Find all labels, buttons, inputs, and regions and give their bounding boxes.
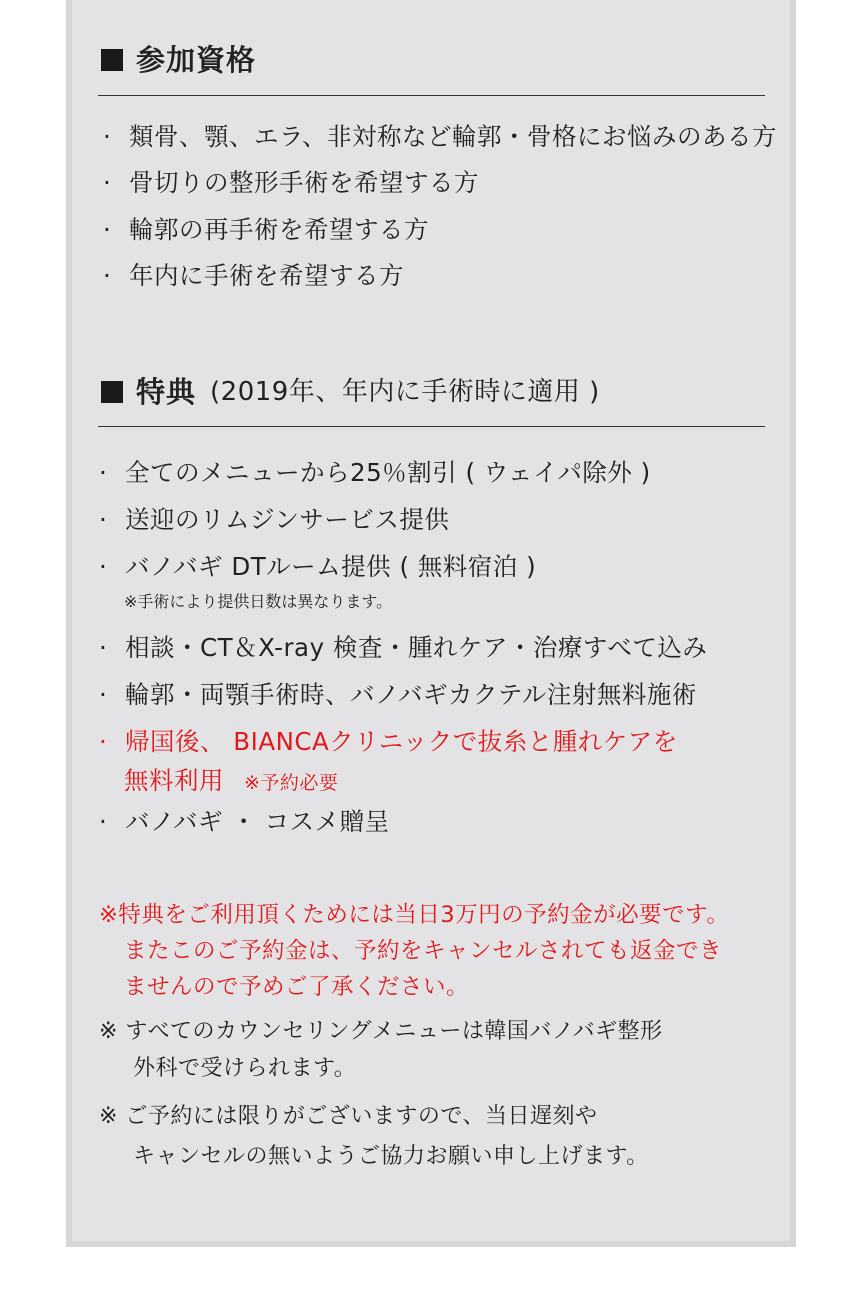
bullet-dot-icon: · [103,168,112,197]
list-item: · 輪郭・両顎手術時、バノバギカクテル注射無料施術 [99,680,697,709]
list-item-highlight-line2 [124,765,338,799]
reservation-note-line: ※ ご予約には限りがございますので、当日遅刻や [99,1104,598,1129]
bullet-dot-icon: · [99,807,108,836]
section-subtitle: (2019年、年内に手術時に適用 ) [210,377,600,407]
bullet-dot-icon: · [99,727,108,756]
bullet-dot-icon: · [99,458,108,487]
section-heading-benefits [101,374,600,410]
divider [98,426,765,427]
list-item: · 類骨、顎、エラ、非対称など輪郭・骨格にお悩みのある方 [103,122,778,151]
bullet-dot-icon: · [103,215,112,244]
bullet-dot-icon: · [99,680,108,709]
deposit-note-line: またこのご予約金は、予約をキャンセルされても返金でき [124,938,723,964]
section-title: 参加資格 [136,43,257,77]
list-item: · 輪郭の再手術を希望する方 [103,215,429,244]
list-item: · 骨切りの整形手術を希望する方 [103,168,479,197]
deposit-note-line: ※特典をご利用頂くためには当日3万円の予約金が必要です。 [99,902,730,928]
dt-room-note: ※手術により提供日数は異なります。 [124,592,393,611]
deposit-note-line: ませんので予めご了承ください。 [124,974,470,1000]
list-item: · 全てのメニューから25％割引 ( ウェイパ除外 ) [99,458,651,487]
reservation-note-line: キャンセルの無いようご協力お願い申し上げます。 [133,1144,649,1169]
square-bullet-icon [101,49,123,71]
list-item: · 年内に手術を希望する方 [103,261,404,290]
list-item: · 送迎のリムジンサービス提供 [99,505,450,534]
bullet-dot-icon: · [99,505,108,534]
divider [98,95,765,96]
list-item-highlight: · 帰国後、 BIANCAクリニックで抜糸と腫れケアを [99,727,678,756]
list-item: · バノバギ ・ コスメ贈呈 [99,807,390,836]
square-bullet-icon [101,381,123,403]
reservation-required: ※予約必要 [244,772,339,794]
highlight-text: 無料利用 [124,766,224,795]
bullet-dot-icon: · [103,122,112,151]
bullet-dot-icon: · [99,633,108,662]
list-item: · バノバギ DTルーム提供 ( 無料宿泊 ) [99,552,537,581]
list-item: · 相談・CT＆X-ray 検査・腫れケア・治療すべて込み [99,633,708,662]
counseling-note-line: 外科で受けられます。 [133,1056,357,1081]
bullet-dot-icon: · [103,261,112,290]
section-heading-eligibility [101,42,256,78]
bullet-dot-icon: · [99,552,108,581]
section-title: 特典 [136,375,197,409]
counseling-note-line: ※ すべてのカウンセリングメニューは韓国バノバギ整形 [99,1019,663,1044]
